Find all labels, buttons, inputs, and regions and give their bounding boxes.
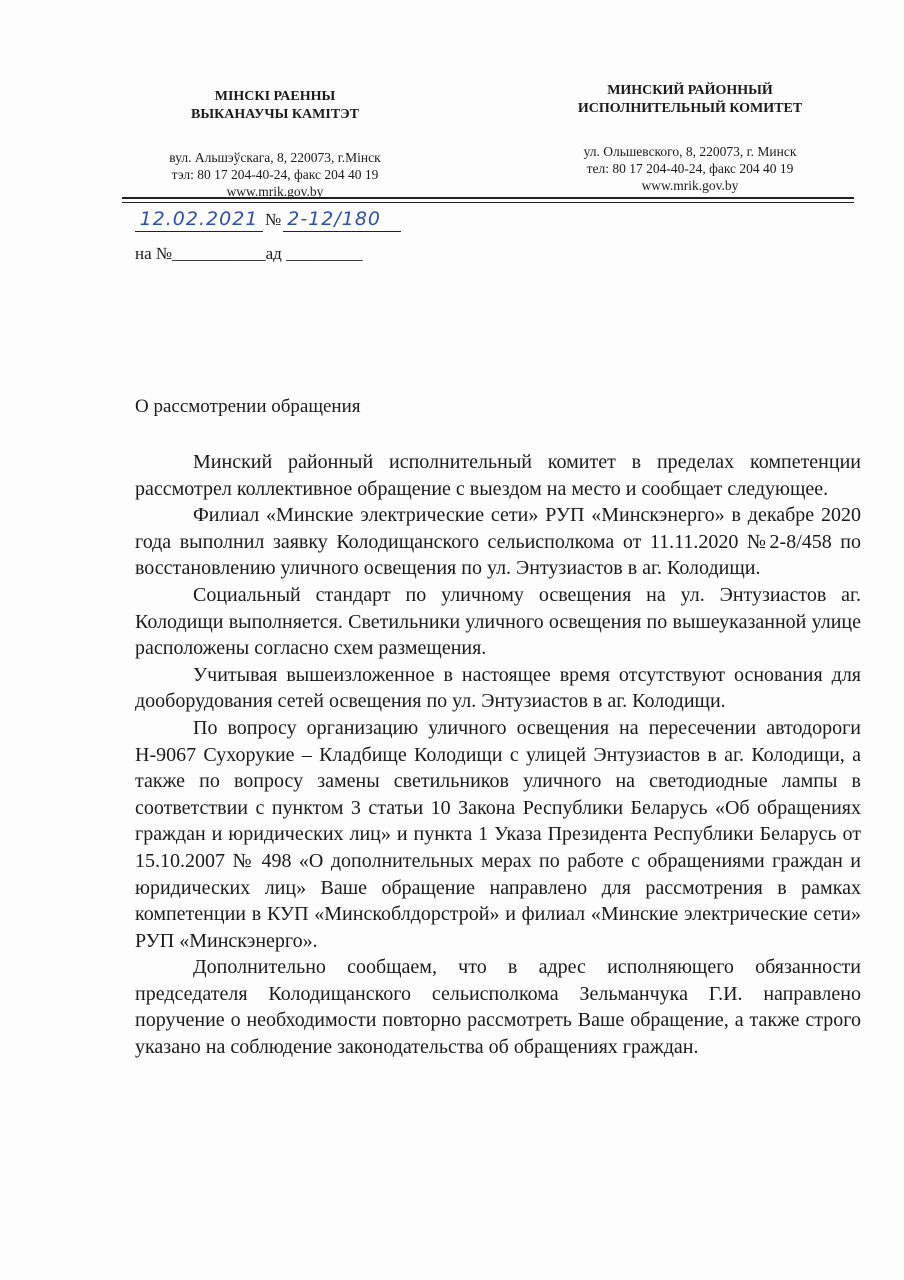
from-label: ад (265, 244, 282, 263)
org-line-1: МІНСКІ РАЕННЫ (214, 89, 336, 104)
subject-heading: О рассмотрении обращения (135, 396, 361, 417)
handwritten-date: 12.02.2021 (135, 207, 263, 232)
address: вул. Альшэўскага, 8, 220073, г.Мінск (169, 150, 381, 165)
number-label: № (265, 210, 282, 229)
website: www.mrik.gov.by (641, 178, 739, 193)
org-line-2: ВЫКАНАУЧЫ КАМІТЭТ (190, 107, 359, 122)
letter-body (135, 449, 861, 1061)
org-line-1: МИНСКИЙ РАЙОННЫЙ (607, 83, 773, 98)
header-divider (122, 197, 854, 199)
paragraph: Учитывая вышеизложенное в настоящее время отсутствуют основания для дооборудования сетей освещения по ул. Энтузиастов в аг. Колодищи. (135, 663, 861, 713)
paragraph: Минский районный исполнительный комитет в пределах компетенции рассмотрел коллективное обращение с выездом на место и сообщает следующее. (135, 451, 861, 500)
letterhead-belarusian (130, 88, 420, 200)
paragraph: Филиал «Минские электрические сети» РУП «Минскэнерго» в декабре 2020 года выполнил заявку Колодищанского сельисполкома от 11.11.2020 №2-8/458 по восстановлению уличного освещения по ул. Энтузиастов в аг. Колодищи. (135, 504, 861, 580)
org-name-ru (535, 82, 845, 118)
from-blank: _________ (286, 244, 363, 263)
handwritten-number: 2-12/180 (283, 207, 401, 232)
phone: тэл: 80 17 204-40-24, факс 204 40 19 (171, 167, 379, 182)
phone: тел: 80 17 204-40-24, факс 204 40 19 (586, 161, 794, 176)
reply-label: на № (135, 244, 173, 263)
reply-line (135, 242, 363, 266)
header-divider (122, 202, 854, 203)
org-name-by (130, 88, 420, 124)
registration-line (135, 207, 401, 232)
website: www.mrik.gov.by (226, 184, 324, 199)
paragraph: Социальный стандарт по уличному освещения на ул. Энтузиастов аг. Колодищи выполняется. Светильники уличного освещения по вышеуказанной улице расположены согласно схем размещения. (135, 583, 861, 660)
letterhead-russian (535, 82, 845, 194)
address: ул. Ольшевского, 8, 220073, г. Минск (583, 144, 797, 159)
reply-blank: ___________ (172, 244, 266, 263)
paragraph: По вопросу организацию уличного освещения на пересечении автодороги Н-9067 Сухорукие – Кладбище Колодищи с улицей Энтузиастов в аг. Колодищи, а также по вопросу замены светильников уличного на светодиодные лампы в соответствии с пунктом 3 статьи 10 Закона Республики Беларусь «Об обращениях граждан и юридических лиц» и пункта 1 Указа Президента Республики Беларусь от 15.10.2007 № 498 «О дополнительных мерах по работе с обращениями граждан и юридических лиц» Ваше обращение направлено для рассмотрения в рамках компетенции в КУП «Минскоблдорстрой» и филиал «Минские электрические сети» РУП «Минскэнерго». (135, 716, 861, 952)
paragraph: Дополнительно сообщаем, что в адрес исполняющего обязанности председателя Колодищанского сельисполкома Зельманчука Г.И. направлено поручение о необходимости повторно рассмотреть Ваше обращение, а также строго указано на соблюдение законодательства об обращениях граждан. (135, 956, 861, 1059)
org-line-2: ИСПОЛНИТЕЛЬНЫЙ КОМИТЕТ (577, 101, 803, 116)
